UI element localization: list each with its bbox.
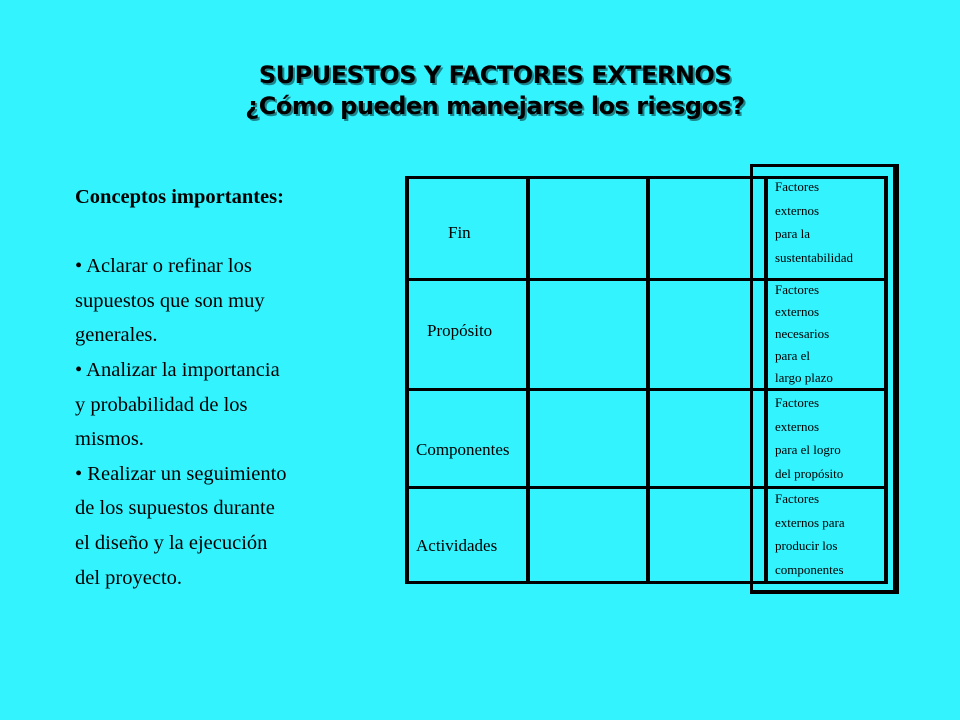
grid-line-vertical bbox=[884, 176, 888, 584]
factor-text: producir los bbox=[775, 538, 838, 553]
factor-text: sustentabilidad bbox=[775, 249, 853, 265]
row-label-componentes: Componentes bbox=[416, 440, 510, 459]
factor-text: externos bbox=[775, 418, 820, 434]
external-factors-fin bbox=[775, 175, 853, 269]
factor-text: Factores bbox=[775, 491, 820, 506]
grid-line-vertical bbox=[405, 176, 409, 584]
factor-text: del propósito bbox=[775, 465, 844, 481]
factor-text: largo plazo bbox=[775, 370, 833, 385]
factor-text: para la bbox=[775, 226, 811, 241]
factor-text: para el bbox=[775, 348, 811, 363]
slide-title bbox=[0, 60, 960, 122]
concept-line: • Aclarar o refinar los bbox=[75, 255, 252, 278]
factor-text: Factores bbox=[775, 179, 820, 194]
concept-line: y probabilidad de los bbox=[75, 393, 248, 416]
grid-line-vertical bbox=[646, 176, 650, 584]
grid-line-horizontal bbox=[405, 581, 888, 584]
external-factors-proposito bbox=[775, 279, 833, 389]
concept-line: generales. bbox=[75, 324, 158, 347]
highlight-frame bbox=[750, 164, 899, 167]
factor-text: externos para bbox=[775, 514, 845, 530]
title-line-2: ¿Cómo pueden manejarse los riesgos? bbox=[245, 92, 745, 120]
factor-text: Factores bbox=[775, 395, 820, 410]
highlight-frame bbox=[893, 164, 899, 594]
external-factors-actividades bbox=[775, 487, 845, 581]
row-label-actividades: Actividades bbox=[416, 536, 498, 555]
concept-line: el diseño y la ejecución bbox=[75, 531, 268, 554]
highlight-frame bbox=[750, 590, 899, 594]
external-factors-componentes bbox=[775, 391, 843, 485]
factor-text: componentes bbox=[775, 561, 844, 577]
factor-text: externos bbox=[775, 304, 820, 319]
row-label-fin: Fin bbox=[448, 223, 471, 242]
factor-text: para el logro bbox=[775, 442, 841, 457]
title-line-1: SUPUESTOS Y FACTORES EXTERNOS bbox=[258, 61, 732, 89]
highlight-frame bbox=[750, 164, 753, 594]
factor-text: necesarios bbox=[775, 326, 830, 341]
concept-line: del proyecto. bbox=[75, 566, 183, 589]
concept-line: de los supuestos durante bbox=[75, 497, 275, 520]
concept-line: supuestos que son muy bbox=[75, 289, 265, 312]
concepts-panel bbox=[75, 180, 375, 595]
factor-text: Factores bbox=[775, 282, 820, 297]
concepts-heading: Conceptos importantes: bbox=[75, 186, 284, 208]
concept-line: mismos. bbox=[75, 428, 144, 451]
grid-line-vertical bbox=[764, 176, 768, 584]
grid-line-vertical bbox=[526, 176, 530, 584]
row-label-proposito: Propósito bbox=[427, 321, 493, 340]
concept-line: • Analizar la importancia bbox=[75, 358, 280, 381]
factor-text: externos bbox=[775, 202, 820, 218]
concept-line: • Realizar un seguimiento bbox=[75, 462, 287, 485]
